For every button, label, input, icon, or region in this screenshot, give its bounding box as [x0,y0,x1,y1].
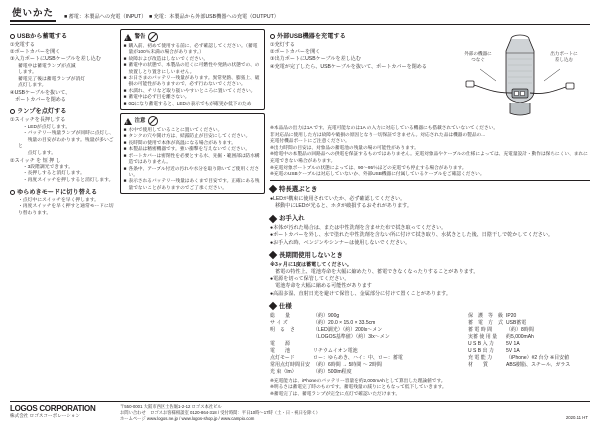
section-specs [270,302,590,311]
care-note: ●本体が汚れた場合は、または中性洗剤を含ませた布で拭き取ってください。 [270,225,447,232]
section-charge-external [270,32,444,41]
spec-label: U S B 出 力 [468,347,494,354]
caution-item: ■ 水中で使用していることに置いてください。 [123,127,223,133]
spec-value: （LOGOS基準値）（約）3lx～メン [313,333,390,340]
warning-item: ■ 0Ωになり蓄電すると、LEDの表示でもが確実か低下のため [123,100,252,106]
product-illustration [450,29,590,125]
spec-label [468,369,506,376]
step-note: ・点灯中にスイッチを早く押します。 [18,197,99,203]
section-title: 仕様 [279,302,292,310]
spec-value: IP20 [506,312,517,319]
storage-note: 電池寿命を大幅に縮める可能性があります [275,283,372,290]
storage-note: ●電源を切って保管してください。 [270,276,350,283]
spec-footnote: ※蓄電完了は、蓄電ランプが完全に点灯で確認いただけます。 [270,390,401,396]
spec-value: （約）500lm程度 [313,368,352,375]
step-line: ①充電する [10,42,35,48]
table-row [270,334,573,341]
step-line: ③出力ポートにUSBケーブルを差し込む [270,56,361,63]
table-row [270,362,573,369]
spec-footnote: ※充電能力は、iPhoneのバッテリー容量を約2,000mAhとして算出した理論値です。 [270,377,446,383]
spec-label: 明 る さ [270,326,296,333]
table-row [270,313,573,320]
spec-label: 蓄 電 方 式 [468,319,504,326]
spec-label: 電 池 [270,347,291,354]
page-header [10,8,590,25]
caution-item: ■ タンクの穴や開け方は、結露防止が目安にしてください。 [123,133,251,139]
spec-value: リチウムイオン電池 [313,347,358,354]
section-care [270,214,590,223]
table-row [270,369,573,376]
header-legend: ■ 蓄電：本製品への充電（INPUT） ■ 充電：本製品から外部USB機器への充電（OUTPUT） [64,14,279,20]
step-line: ポートカバーを閉める [10,97,66,104]
spec-label: 常用点灯時間目安 [270,361,311,368]
step-line: ①充灯する [270,42,295,48]
diamond-bullet-icon [269,251,277,259]
caution-item: ■ ポートカバーは密閉性を必要とする水、先掘・範囲部は防水構造ではありません。 [123,152,260,165]
spec-value: 5V 1A [506,347,520,354]
warning-triangle-icon [124,34,132,41]
footer-line: ホームページ www.logos.ne.jp / www.logos-shop.jp / www.campio.com [120,415,255,421]
brand-name-jp: 株式会社 ロゴスコーポレーション [10,412,81,418]
spec-label: 点灯モード [270,354,295,361]
step-line: ③入力ポートにUSBケーブルを差し込む [10,56,101,63]
divider [270,180,590,181]
section-title: USBから蓄電する [17,33,68,40]
storage-note: 蓄電の特性上、電池寿命を大幅に縮めたり、蓄電できなくなったりすることがあります。 [275,268,479,275]
warning-item: ■ 蓄電中は必ず目を離さない。 [123,94,190,100]
footer-line: 〒550-0001 大阪市西区土佐堀1-2-12 ロゴス本社ビル [120,403,222,409]
caution-box [120,113,265,194]
section-turn-on-lamp [10,107,115,116]
content-columns [10,29,590,398]
warning-box [120,29,265,110]
diamond-bullet-icon [269,185,277,193]
section-storage [270,251,590,260]
carry-note: ●LEDが構束に使用されていたか、必ず確認してください。 [270,195,406,202]
column-usage [10,29,115,217]
spec-value: （約）8時間 [506,326,534,333]
caution-item: ■ 長時間の使用で本体が高温になる場合があります。 [123,139,236,145]
spec-value [506,369,573,376]
spec-table [270,313,573,376]
step-note: ・長押しすると消灯します。 [18,171,85,177]
illustration-label-left: 外部の機器に つなぐ [464,51,492,62]
diamond-bullet-icon [269,302,277,310]
section-title: ゆらめきモードに切り替える [17,188,98,196]
table-row [270,355,573,362]
storage-note: ●高温多湿、直射日光を避けて保管し、金属部分に付けて置くことがあります。 [270,290,451,297]
table-row [270,348,573,355]
warning-item: ■ 蓄電中の状態で、本製品の近くに可燃性や発熱の状態での、の放置しとり置きにしいません。 [123,62,260,74]
warning-item: ■ お日さまのバッテリー残量があります。異常発熱、膨張上、破損の可能性がありますので、必ず行わないでください。 [123,75,260,87]
spec-value: （LED調光）（約）200lx～メン [313,326,383,333]
output-note: ※充電のUSBケーブルは対応していないか、外部USB機器に付属しているケーブルをご確認ください。 [270,171,485,177]
carry-note: 移動中にLEDが光ると、ホタが破損するおそれがあります。 [275,202,412,209]
spec-label [270,334,313,341]
spec-footnote: ※明るさは蓄電完了時のものです。蓄電残量の減りにともなって低下していきます。 [270,384,447,390]
spec-label: 材 質 [468,361,489,368]
spec-label: U S B 入 力 [468,340,494,347]
warning-title: 警告 [134,34,146,40]
warning-item: ■ 購入前、初めて使用する前に、必ず確認してください。（蓄電量が100％未満の場合があります。） [123,43,258,55]
spec-value: （約）20.0 × 15.0 × 33.5cm [313,319,376,326]
footer-line: お問い合わせ ロゴスお客様相談室 0120-864-318 / 受付時間：平日10時～17時（土・日・祝日を除く） [120,409,321,415]
step-line: ②ポートカバーを開く [270,49,321,56]
page-footer [10,401,590,422]
step-note: 蓄電完了後は蓄電ランプが消灯 [18,76,86,82]
section-flicker-mode [10,188,115,197]
footer-contact [120,404,320,422]
spec-value: （約）900g [313,312,340,319]
table-row [270,341,573,348]
caution-item: ■ 本製品は精密機器です。強い衝撃を与えないでください。 [123,146,251,152]
step-line: ②ポートカバーを開く [10,49,61,56]
output-note: ※給電中の本製品の回路品への供電を保証するものではありません。充電対象品やケーブルの仕様によっては、充電量設計・動作は保ちにくい、まれに充電できない場合があります。 [270,151,588,163]
prohibition-icon [148,116,158,126]
step-note: ・バッテリー残量ランプが同時に点灯し、 [18,131,114,137]
spec-label: サ イ ズ [270,319,288,326]
spec-label: 保 護 等 級 [468,312,504,319]
warning-item: ■ 水濡れ、チリなど取り扱いやすいところに置いてください。 [123,87,256,93]
bullet-icon [10,34,15,39]
step-line: ②スイッチ を 短 押 し [10,157,61,164]
spec-value: ABS樹脂、スチール、ガラス [506,361,571,368]
section-charge-from-usb [10,32,115,41]
output-note: 非対応品に使用した方は故障や破損の原因となり一切保証できません。対応された品は機器の製品の... [270,131,486,137]
warning-item: ■ 故障および改造はしないでください。 [123,55,209,61]
revision-date: 2020.11 HT [565,415,588,420]
spec-value: ロー：ゆらめき、ハイ：中、ロー：蓄電 [313,354,403,361]
bullet-icon [270,34,275,39]
caution-item: ■ 各条中、アーブル付近の汚れや水分を取り除いてご使用ください。 [123,165,260,177]
caution-item: ■ 表示されるバッテリー残量はあくまで目安です。正確にある残量でないことがありますのでご了承ください。 [123,178,260,190]
section-title: ランプを点灯する [17,108,67,116]
step-note: ・再度スイッチを早く押すと通常モードに切り替わります。 [18,204,114,216]
care-note: ●ポートカバーを外し、水で塗れた中性洗剤を含ない所に付けて拭き取り、水拭きとした後、日陰干しで乾かしてください。 [270,232,554,239]
section-title: 特長選ぶとき [279,185,318,193]
section-title: お手入れ [279,215,305,223]
spec-label: 光 束（lm） [270,368,297,375]
illustration-label-right: 出力ポートに 差し込む [550,51,578,62]
spec-value: USB蓄電 [506,319,527,326]
section-carry [270,185,590,194]
spec-value: （約）6時間 → 5時間 ～ 2時間 [313,361,382,368]
storage-note-main: ※3ヶ月に1度は蓄電してください。 [270,261,352,268]
output-note: ※本品品の出力は1A です。充電可能なのは1A の入力に対応している機器にも搭載されていないてください。 [270,125,499,130]
diamond-bullet-icon [269,214,277,222]
spec-value: 5V 1A [506,340,520,347]
spec-value: （iPhone）#2 台分 ※目安値 [506,354,570,361]
column-output-and-specs [270,29,590,398]
table-row [270,327,573,334]
spec-label: 総 量 [270,312,291,319]
step-note: 蓄電中は蓄電ランプが点滅 [18,63,76,69]
warning-header [124,32,261,42]
column-warnings [120,29,265,197]
step-note: 点灯します。 [18,150,56,156]
spec-value: 約5,000mAh [506,333,534,340]
spec-label: 蓄 電 時 間 [468,326,493,333]
step-line: ④充電が完了したら、USBケーブルを抜いて、ポートカバーを閉める [270,63,427,70]
spec-label: 電 源 [270,340,291,347]
page-title: 使いかた [10,8,56,22]
output-note: 充電付機品ポートにご注意ください。 [270,138,350,144]
output-note: ※出力時間の目安は、対象品の蓄電池の残量の場の可能性があります。 [270,144,419,150]
step-note: 点灯します。 [18,83,47,89]
step-line: ④USBケーブルを抜いて、 [10,89,71,96]
brand-name: LOGOS CORPORATION [10,403,96,413]
bullet-icon [10,190,15,195]
spec-value [313,341,468,348]
spec-label: 充 電 能 力 [468,354,493,361]
section-title: 長期間使用しないとき [279,251,343,259]
company-logo [10,404,114,419]
step-line: ①スイッチを長押しする [10,117,66,124]
lantern-diagram-icon [450,29,590,125]
table-row [270,320,573,327]
step-note: ・LEDが点灯します。 [18,124,71,130]
step-note: ・3段階調光できます。 [18,164,74,170]
caution-triangle-icon [124,118,132,125]
caution-header [124,116,261,126]
spec-label: 実蓄 使 用 量 [468,333,498,340]
caution-title: 注意 [134,118,146,125]
bullet-icon [10,109,15,114]
care-note: ●お手入れ時、ベンジンやシンナーは使用しないでください。 [270,239,411,246]
step-note: します。 [18,70,37,76]
step-note: 残量の目安がわかります。残量が多いごと [18,137,114,150]
section-title: 外部USB機器を充電する [277,33,346,40]
step-note: ・再度スイッチを押しすると消灯します。 [18,177,114,183]
prohibition-icon [148,32,158,42]
output-note: ※充電対象ポートブルの状態によっては、90～95％ほどの充電でも停止する場合があります。 [270,164,467,170]
